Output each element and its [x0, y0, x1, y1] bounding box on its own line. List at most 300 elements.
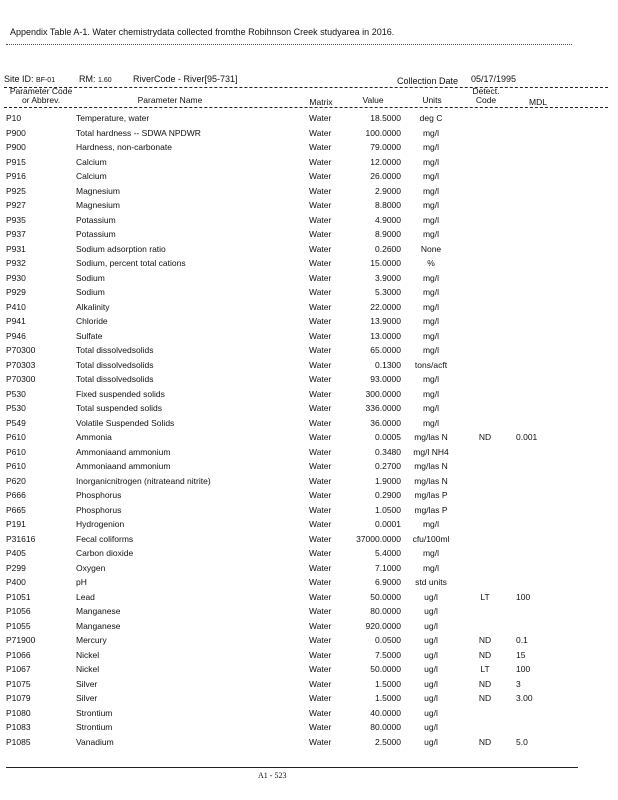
cell-code: P915 [6, 156, 26, 167]
table-row [0, 575, 618, 590]
cell-detect: ND [478, 649, 492, 660]
cell-units: ug/l [424, 620, 438, 631]
col-header-name: Parameter Name [137, 95, 203, 105]
cell-value: 0.0005 [375, 432, 401, 442]
cell-value: 0.2900 [375, 490, 401, 500]
cell-code: P1056 [6, 606, 31, 616]
cell-units: ug/l [424, 635, 438, 645]
col-header-code: Parameter Code or Abbrev. [9, 86, 73, 105]
cell-value: 18.5000 [370, 113, 401, 123]
cell-value: 15.0000 [370, 258, 401, 268]
cell-value: 22.0000 [370, 301, 401, 312]
cell-matrix: Water [309, 722, 332, 732]
cell-matrix: Water [309, 316, 332, 326]
cell-matrix: Water [309, 707, 332, 718]
col-header-mdl: MDL [529, 97, 547, 107]
cell-units: mg/las P [414, 490, 448, 500]
cell-value: 12.0000 [370, 156, 401, 167]
cell-units: mg/l [422, 272, 440, 283]
cell-mdl: 5.0 [516, 736, 528, 747]
table-row [0, 459, 618, 474]
collection-date-label: Collection Date [397, 76, 459, 86]
cell-code: P1066 [6, 649, 31, 660]
cell-matrix: Water [309, 374, 332, 384]
cell-name: Potassium [76, 214, 116, 225]
cell-value: 1.5000 [375, 678, 401, 689]
cell-detect: ND [478, 635, 492, 645]
cell-matrix: Water [309, 548, 332, 558]
cell-value: 1.5000 [375, 693, 401, 703]
cell-matrix: Water [309, 417, 332, 428]
cell-name: Sodium, percent total cations [76, 258, 186, 268]
cell-name: Chloride [76, 316, 108, 326]
cell-matrix: Water [309, 519, 332, 529]
table-row [0, 691, 618, 706]
cell-name: Lead [76, 591, 95, 602]
table-row [0, 285, 618, 300]
cell-code: P610 [6, 461, 26, 471]
cell-code: P191 [6, 519, 26, 529]
cell-units: mg/l [422, 229, 440, 239]
cell-matrix: Water [309, 258, 332, 268]
cell-code: P935 [6, 214, 26, 225]
cell-value: 7.5000 [375, 649, 401, 660]
table-row [0, 300, 618, 315]
cell-detect: ND [478, 432, 492, 442]
cell-code: P71900 [6, 635, 36, 645]
cell-code: P70300 [6, 345, 36, 355]
cell-name: Hydrogenion [76, 519, 125, 529]
cell-value: 26.0000 [370, 171, 401, 181]
cell-units: mg/las N [414, 475, 448, 486]
cell-mdl: 3 [516, 678, 521, 689]
cell-matrix: Water [309, 229, 332, 239]
cell-code: P1079 [6, 693, 31, 703]
cell-name: Vanadium [76, 736, 114, 747]
table-row [0, 546, 618, 561]
cell-name: Phosphorus [76, 504, 122, 515]
cell-matrix: Water [309, 649, 332, 660]
cell-value: 40.0000 [370, 707, 401, 718]
cell-matrix: Water [309, 736, 332, 747]
site-id-label: Site ID: [4, 74, 34, 84]
cell-code: P925 [6, 185, 26, 196]
cell-value: 0.0500 [375, 635, 401, 645]
cell-code: P941 [6, 316, 26, 326]
cell-code: P916 [6, 171, 26, 181]
cell-value: 50.0000 [370, 591, 401, 602]
cell-matrix: Water [309, 620, 332, 631]
cell-value: 36.0000 [370, 417, 401, 428]
cell-name: Mercury [76, 635, 107, 645]
cell-units: mg/las P [414, 504, 448, 515]
cell-detect: ND [478, 693, 492, 703]
cell-code: P937 [6, 229, 26, 239]
cell-name: Strontium [76, 722, 113, 732]
table-row [0, 488, 618, 503]
cell-name: Manganese [76, 620, 121, 631]
cell-name: Total suspended solids [76, 403, 163, 413]
cell-value: 300.0000 [365, 388, 401, 399]
cell-value: 2.5000 [375, 736, 401, 747]
cell-matrix: Water [309, 635, 332, 645]
cell-code: P410 [6, 301, 26, 312]
cell-matrix: Water [309, 301, 332, 312]
cell-code: P666 [6, 490, 26, 500]
cell-units: mg/l [422, 171, 440, 181]
cell-units: mg/l [422, 519, 440, 529]
table-row [0, 445, 618, 460]
cell-units: mg/l [422, 200, 440, 210]
table-row [0, 184, 618, 199]
cell-name: Alkalinity [76, 301, 110, 312]
river-mile [79, 74, 112, 84]
table-row [0, 372, 618, 387]
cell-value: 37000.0000 [356, 533, 401, 544]
cell-units: mg/l [422, 562, 440, 573]
table-row [0, 126, 618, 141]
cell-name: Nickel [76, 664, 100, 674]
table-row [0, 503, 618, 518]
cell-code: P946 [6, 330, 26, 341]
cell-name: Total hardness -- SDWA NPDWR [76, 127, 201, 138]
cell-value: 5.4000 [375, 548, 401, 558]
table-row [0, 111, 618, 126]
table-row [0, 358, 618, 373]
cell-name: Silver [76, 693, 98, 703]
cell-units: mg/l [422, 316, 440, 326]
cell-code: P930 [6, 272, 26, 283]
cell-matrix: Water [309, 359, 332, 370]
cell-name: Carbon dioxide [76, 548, 134, 558]
cell-value: 80.0000 [370, 722, 401, 732]
table-row [0, 329, 618, 344]
cell-matrix: Water [309, 475, 332, 486]
col-header-detect: Detect. Code [472, 86, 500, 105]
cell-value: 3.9000 [375, 272, 401, 283]
cell-name: Hardness, non-carbonate [76, 142, 172, 152]
table-row [0, 561, 618, 576]
cell-code: P31616 [6, 533, 36, 544]
cell-mdl: 0.001 [516, 432, 538, 442]
cell-matrix: Water [309, 142, 332, 152]
data-table-body [0, 111, 618, 749]
cell-name: pH [76, 577, 87, 587]
table-row [0, 677, 618, 692]
cell-name: Nickel [76, 649, 100, 660]
cell-name: Calcium [76, 171, 107, 181]
cell-detect: LT [480, 664, 490, 674]
cell-name: Ammonia [76, 432, 112, 442]
cell-mdl: 0.1 [516, 635, 528, 645]
cell-matrix: Water [309, 113, 332, 123]
cell-code: P610 [6, 446, 26, 457]
table-row [0, 633, 618, 648]
cell-value: 8.9000 [375, 229, 401, 239]
table-row [0, 590, 618, 605]
cell-matrix: Water [309, 156, 332, 167]
cell-code: P620 [6, 475, 26, 486]
cell-units: cfu/100ml [412, 533, 450, 544]
table-row [0, 271, 618, 286]
cell-units: mg/las N [414, 432, 448, 442]
page-number: A1 - 523 [258, 771, 287, 780]
cell-units: std units [415, 577, 447, 587]
table-row [0, 227, 618, 242]
header-dash-top [4, 87, 608, 88]
cell-name: Sulfate [76, 330, 103, 341]
cell-value: 50.0000 [370, 664, 401, 674]
cell-units: ug/l [424, 736, 438, 747]
cell-code: P1075 [6, 678, 31, 689]
cell-name: Volatile Suspended Solids [76, 417, 175, 428]
cell-code: P530 [6, 388, 26, 399]
cell-name: Inorganicnitrogen (nitrateand nitrite) [76, 475, 211, 486]
cell-matrix: Water [309, 243, 332, 254]
cell-matrix: Water [309, 200, 332, 210]
cell-name: Total dissolvedsolids [76, 345, 154, 355]
cell-code: P1051 [6, 591, 31, 602]
cell-matrix: Water [309, 432, 332, 442]
table-row [0, 401, 618, 416]
table-row [0, 648, 618, 663]
cell-name: Magnesium [76, 185, 120, 196]
cell-matrix: Water [309, 664, 332, 674]
cell-units: mg/l [422, 287, 440, 297]
table-row [0, 169, 618, 184]
cell-matrix: Water [309, 461, 332, 471]
site-id-value: BF-01 [36, 77, 56, 84]
cell-name: Calcium [76, 156, 107, 167]
table-row [0, 735, 618, 750]
cell-code: P530 [6, 403, 26, 413]
cell-code: P1055 [6, 620, 31, 631]
cell-units: tons/acft [414, 359, 448, 370]
cell-units: None [420, 243, 442, 254]
table-row [0, 474, 618, 489]
cell-code: P70300 [6, 374, 36, 384]
cell-matrix: Water [309, 504, 332, 515]
cell-value: 920.0000 [365, 620, 401, 631]
cell-code: P70303 [6, 359, 36, 370]
river-code: RiverCode - River[95-731] [133, 74, 238, 84]
table-row [0, 706, 618, 721]
cell-mdl: 15 [516, 649, 526, 660]
cell-matrix: Water [309, 287, 332, 297]
cell-matrix: Water [309, 606, 332, 616]
cell-units: mg/l [422, 403, 440, 413]
cell-code: P932 [6, 258, 26, 268]
header-dash-bottom [4, 107, 608, 108]
table-row [0, 198, 618, 213]
table-row [0, 140, 618, 155]
cell-value: 0.1300 [375, 359, 401, 370]
cell-matrix: Water [309, 591, 332, 602]
cell-value: 0.2700 [375, 461, 401, 471]
cell-matrix: Water [309, 330, 332, 341]
cell-name: Magnesium [76, 200, 120, 210]
cell-units: ug/l [424, 649, 438, 660]
cell-units: ug/l [424, 678, 438, 689]
cell-value: 1.0500 [375, 504, 401, 515]
cell-name: Fixed suspended solids [76, 388, 165, 399]
cell-code: P400 [6, 577, 26, 587]
cell-code: P10 [6, 113, 22, 123]
cell-units: mg/l [422, 156, 440, 167]
cell-matrix: Water [309, 490, 332, 500]
cell-units: mg/l [422, 417, 440, 428]
cell-matrix: Water [309, 272, 332, 283]
cell-value: 13.0000 [370, 330, 401, 341]
cell-matrix: Water [309, 127, 332, 138]
cell-matrix: Water [309, 185, 332, 196]
cell-detect: ND [478, 736, 492, 747]
cell-code: P299 [6, 562, 26, 573]
cell-name: Sodium [76, 272, 105, 283]
cell-matrix: Water [309, 562, 332, 573]
cell-code: P549 [6, 417, 26, 428]
table-row [0, 720, 618, 735]
cell-mdl: 100 [516, 664, 531, 674]
cell-matrix: Water [309, 403, 332, 413]
cell-units: mg/las N [414, 461, 448, 471]
cell-matrix: Water [309, 446, 332, 457]
cell-code: P927 [6, 200, 26, 210]
cell-units: mg/l [422, 345, 440, 355]
cell-code: P900 [6, 127, 26, 138]
table-title: Appendix Table A-1. Water chemistrydata collected fromthe Robihnson Creek studyarea in 2016. [10, 27, 395, 37]
table-row [0, 343, 618, 358]
cell-units: ug/l [424, 707, 438, 718]
cell-value: 0.3480 [375, 446, 401, 457]
cell-units: ug/l [424, 591, 438, 602]
cell-units: ug/l [424, 664, 438, 674]
cell-mdl: 3.00 [516, 693, 533, 703]
cell-code: P1085 [6, 736, 31, 747]
cell-units: mg/l [422, 388, 440, 399]
cell-matrix: Water [309, 345, 332, 355]
cell-value: 4.9000 [375, 214, 401, 225]
cell-matrix: Water [309, 388, 332, 399]
cell-name: Sodium adsorption ratio [76, 243, 166, 254]
cell-value: 7.1000 [375, 562, 401, 573]
cell-code: P610 [6, 432, 26, 442]
cell-name: Ammoniaand ammonium [76, 446, 171, 457]
cell-code: P1083 [6, 722, 31, 732]
cell-matrix: Water [309, 577, 332, 587]
col-header-matrix: Matrix [309, 97, 333, 107]
cell-value: 79.0000 [370, 142, 401, 152]
table-row [0, 604, 618, 619]
table-row [0, 430, 618, 445]
cell-units: mg/l [422, 374, 440, 384]
cell-value: 80.0000 [370, 606, 401, 616]
cell-units: mg/l [422, 185, 440, 196]
title-divider [6, 44, 572, 45]
cell-detect: ND [478, 678, 492, 689]
cell-code: P931 [6, 243, 26, 254]
cell-matrix: Water [309, 214, 332, 225]
table-row [0, 532, 618, 547]
cell-name: Temperature, water [76, 113, 150, 123]
cell-units: mg/l [422, 301, 440, 312]
table-row [0, 387, 618, 402]
cell-name: Ammoniaand ammonium [76, 461, 171, 471]
cell-matrix: Water [309, 693, 332, 703]
cell-code: P405 [6, 548, 26, 558]
cell-name: Phosphorus [76, 490, 122, 500]
col-header-units: Units [422, 95, 442, 105]
table-row [0, 416, 618, 431]
cell-value: 8.8000 [375, 200, 401, 210]
cell-name: Silver [76, 678, 98, 689]
cell-name: Sodium [76, 287, 105, 297]
table-row [0, 242, 618, 257]
cell-value: 0.2600 [375, 243, 401, 254]
cell-units: mg/l [422, 548, 440, 558]
cell-name: Potassium [76, 229, 116, 239]
river-mile-label: RM: [79, 74, 96, 84]
cell-code: P1067 [6, 664, 31, 674]
cell-value: 336.0000 [365, 403, 401, 413]
cell-value: 6.9000 [375, 577, 401, 587]
table-row [0, 517, 618, 532]
cell-units: ug/l [424, 606, 438, 616]
table-row [0, 256, 618, 271]
cell-value: 13.9000 [370, 316, 401, 326]
footer-divider [6, 767, 578, 768]
river-mile-value: 1.60 [98, 77, 112, 84]
cell-code: P929 [6, 287, 26, 297]
cell-value: 100.0000 [365, 127, 401, 138]
cell-units: mg/l NH4 [413, 446, 449, 457]
cell-units: deg C [419, 113, 443, 123]
collection-date-value: 05/17/1995 [471, 74, 517, 84]
cell-name: Strontium [76, 707, 113, 718]
cell-units: mg/l [422, 142, 440, 152]
site-id [4, 74, 55, 84]
cell-units: mg/l [422, 127, 440, 138]
cell-code: P1080 [6, 707, 31, 718]
cell-code: P900 [6, 142, 26, 152]
table-row [0, 213, 618, 228]
cell-value: 93.0000 [370, 374, 401, 384]
cell-units: ug/l [424, 693, 438, 703]
cell-units: % [427, 258, 435, 268]
cell-units: ug/l [424, 722, 438, 732]
table-row [0, 619, 618, 634]
cell-code: P665 [6, 504, 26, 515]
table-row [0, 662, 618, 677]
cell-mdl: 100 [516, 591, 531, 602]
cell-matrix: Water [309, 171, 332, 181]
cell-units: mg/l [422, 330, 440, 341]
cell-value: 65.0000 [370, 345, 401, 355]
cell-matrix: Water [309, 678, 332, 689]
cell-name: Total dissolvedsolids [76, 359, 154, 370]
cell-value: 2.9000 [375, 185, 401, 196]
cell-value: 0.0001 [375, 519, 401, 529]
cell-name: Manganese [76, 606, 121, 616]
col-header-value: Value [362, 95, 384, 105]
table-row [0, 155, 618, 170]
cell-name: Total dissolvedsolids [76, 374, 154, 384]
cell-detect: LT [480, 591, 490, 602]
cell-name: Oxygen [76, 562, 106, 573]
cell-units: mg/l [422, 214, 440, 225]
cell-value: 5.3000 [375, 287, 401, 297]
cell-matrix: Water [309, 533, 332, 544]
